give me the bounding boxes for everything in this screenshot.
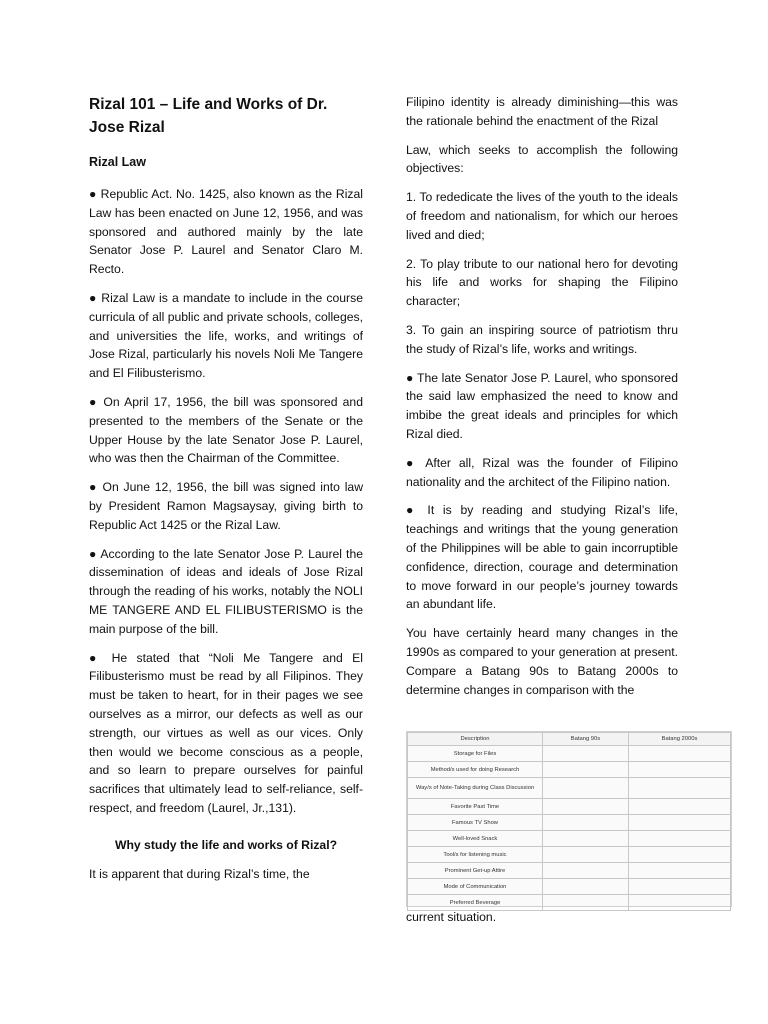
row-label: Mode of Communication (408, 879, 543, 895)
table-row (408, 831, 731, 847)
table-row (408, 746, 731, 762)
table-cell (628, 746, 730, 762)
table-row (408, 778, 731, 799)
paragraph: Filipino identity is already diminishing—this was the rationale behind the enactment of the Rizal (406, 95, 678, 128)
paragraph: ● Rizal Law is a mandate to include in the course curricula of all public and private schools, colleges, and universities the life, works, and writings of Jose Rizal, particularly his novels Noli Me Tangere and El Filibusterismo. (89, 290, 363, 381)
table-cell (543, 778, 629, 799)
row-label: Favorite Past Time (408, 799, 543, 815)
table-cell (543, 815, 629, 831)
table-cell (543, 799, 629, 815)
objective-item: 2. To play tribute to our national hero for devoting his life and works for shaping the Filipino character; (406, 256, 678, 309)
paragraph: ● He stated that “Noli Me Tangere and El Filibusterismo must be read by all Filipinos. They must be taken to heart, for in their pages we see ourselves as a mirror, our defects as well as our strength, our virtues as well as our vices. Only then would we become conscious as a people, and so learn to prepare ourselves for painful sacrifices that ultimately lead to self-reliance, self-respect, and freedom (Laurel, Jr.,131). (89, 650, 363, 815)
paragraph: ● On April 17, 1956, the bill was sponsored and presented to the members of the Senate or the Upper House by the late Senator Jose P. Laurel, who was then the Chairman of the Committee. (89, 394, 363, 466)
left-column (89, 93, 363, 893)
table-cell (543, 762, 629, 778)
table-row (408, 762, 731, 778)
paragraph: ● It is by reading and studying Rizal’s life, teachings and writings that the young generation of the Philippines will be able to gain incorruptible confidence, direction, courage and determination to move forward in our people’s journey towards an abundant life. (406, 503, 678, 612)
comparison-table-image (406, 731, 732, 907)
table-cell (628, 895, 730, 911)
right-column (406, 93, 678, 709)
paragraph-ending: current situation. (406, 910, 497, 924)
activity-instructions: You have certainly heard many changes in the 1990s as compared to your generation at present. Compare a Batang 90s to Batang 2000s to determine changes in comparison with the (406, 626, 678, 697)
table-cell (628, 778, 730, 799)
table-cell (543, 895, 629, 911)
document-title: Rizal 101 – Life and Works of Dr. Jose Rizal (89, 96, 328, 136)
table-cell (543, 847, 629, 863)
paragraph: ● After all, Rizal was the founder of Filipino nationality and the architect of the Filipino nation. (406, 455, 678, 489)
paragraph: It is apparent that during Rizal’s time, the (89, 866, 310, 881)
section-heading-why-study: Why study the life and works of Rizal? (114, 837, 338, 852)
column-header: Description (408, 733, 543, 746)
row-label: Way/s of Note-Taking during Class Discussion (408, 778, 543, 799)
row-label: Prominent Get-up Attire (408, 863, 543, 879)
column-header: Batang 90s (543, 733, 629, 746)
row-label: Method/s used for doing Research (408, 762, 543, 778)
table-cell (543, 863, 629, 879)
paragraph: ● The late Senator Jose P. Laurel, who sponsored the said law emphasized the need to know and imbibe the great ideals and principles for which Rizal died. (406, 370, 678, 441)
table-cell (543, 831, 629, 847)
objective-item: 1. To rededicate the lives of the youth to the ideals of freedom and nationalism, for which our heroes lived and died; (406, 190, 678, 242)
table-cell (628, 879, 730, 895)
table-cell (628, 799, 730, 815)
section-heading-rizal-law: Rizal Law (89, 155, 146, 169)
row-label: Tool/s for listening music (408, 847, 543, 863)
table-row (408, 863, 731, 879)
row-label: Famous TV Show (408, 815, 543, 831)
table-row (408, 815, 731, 831)
row-label: Well-loved Snack (408, 831, 543, 847)
table-row (408, 879, 731, 895)
table-header-row (408, 733, 731, 746)
table-cell (628, 762, 730, 778)
paragraph: ● On June 12, 1956, the bill was signed into law by President Ramon Magsaysay, giving birth to Republic Act 1425 or the Rizal Law. (89, 480, 363, 532)
comparison-table (407, 732, 731, 911)
row-label: Preferred Beverage (408, 895, 543, 911)
table-row (408, 847, 731, 863)
paragraph: Law, which seeks to accomplish the following objectives: (406, 142, 678, 176)
row-label: Storage for Files (408, 746, 543, 762)
table-cell (628, 815, 730, 831)
table-cell (628, 847, 730, 863)
table-row (408, 799, 731, 815)
objective-item: 3. To gain an inspiring source of patriotism thru the study of Rizal’s life, works and writings. (406, 322, 678, 356)
column-header: Batang 2000s (628, 733, 730, 746)
table-cell (628, 831, 730, 847)
table-cell (543, 746, 629, 762)
paragraph: ● According to the late Senator Jose P. Laurel the dissemination of ideas and ideals of Jose Rizal through the reading of his works, notably the NOLI ME TANGERE AND EL FILIBUSTERISMO is the main purpose of the bill. (89, 546, 363, 636)
paragraph: ● Republic Act. No. 1425, also known as the Rizal Law has been enacted on June 12, 1956, and was sponsored and authored mainly by the late Senator Jose P. Laurel and Senator Claro M. Recto. (89, 187, 363, 277)
table-cell (543, 879, 629, 895)
table-cell (628, 863, 730, 879)
